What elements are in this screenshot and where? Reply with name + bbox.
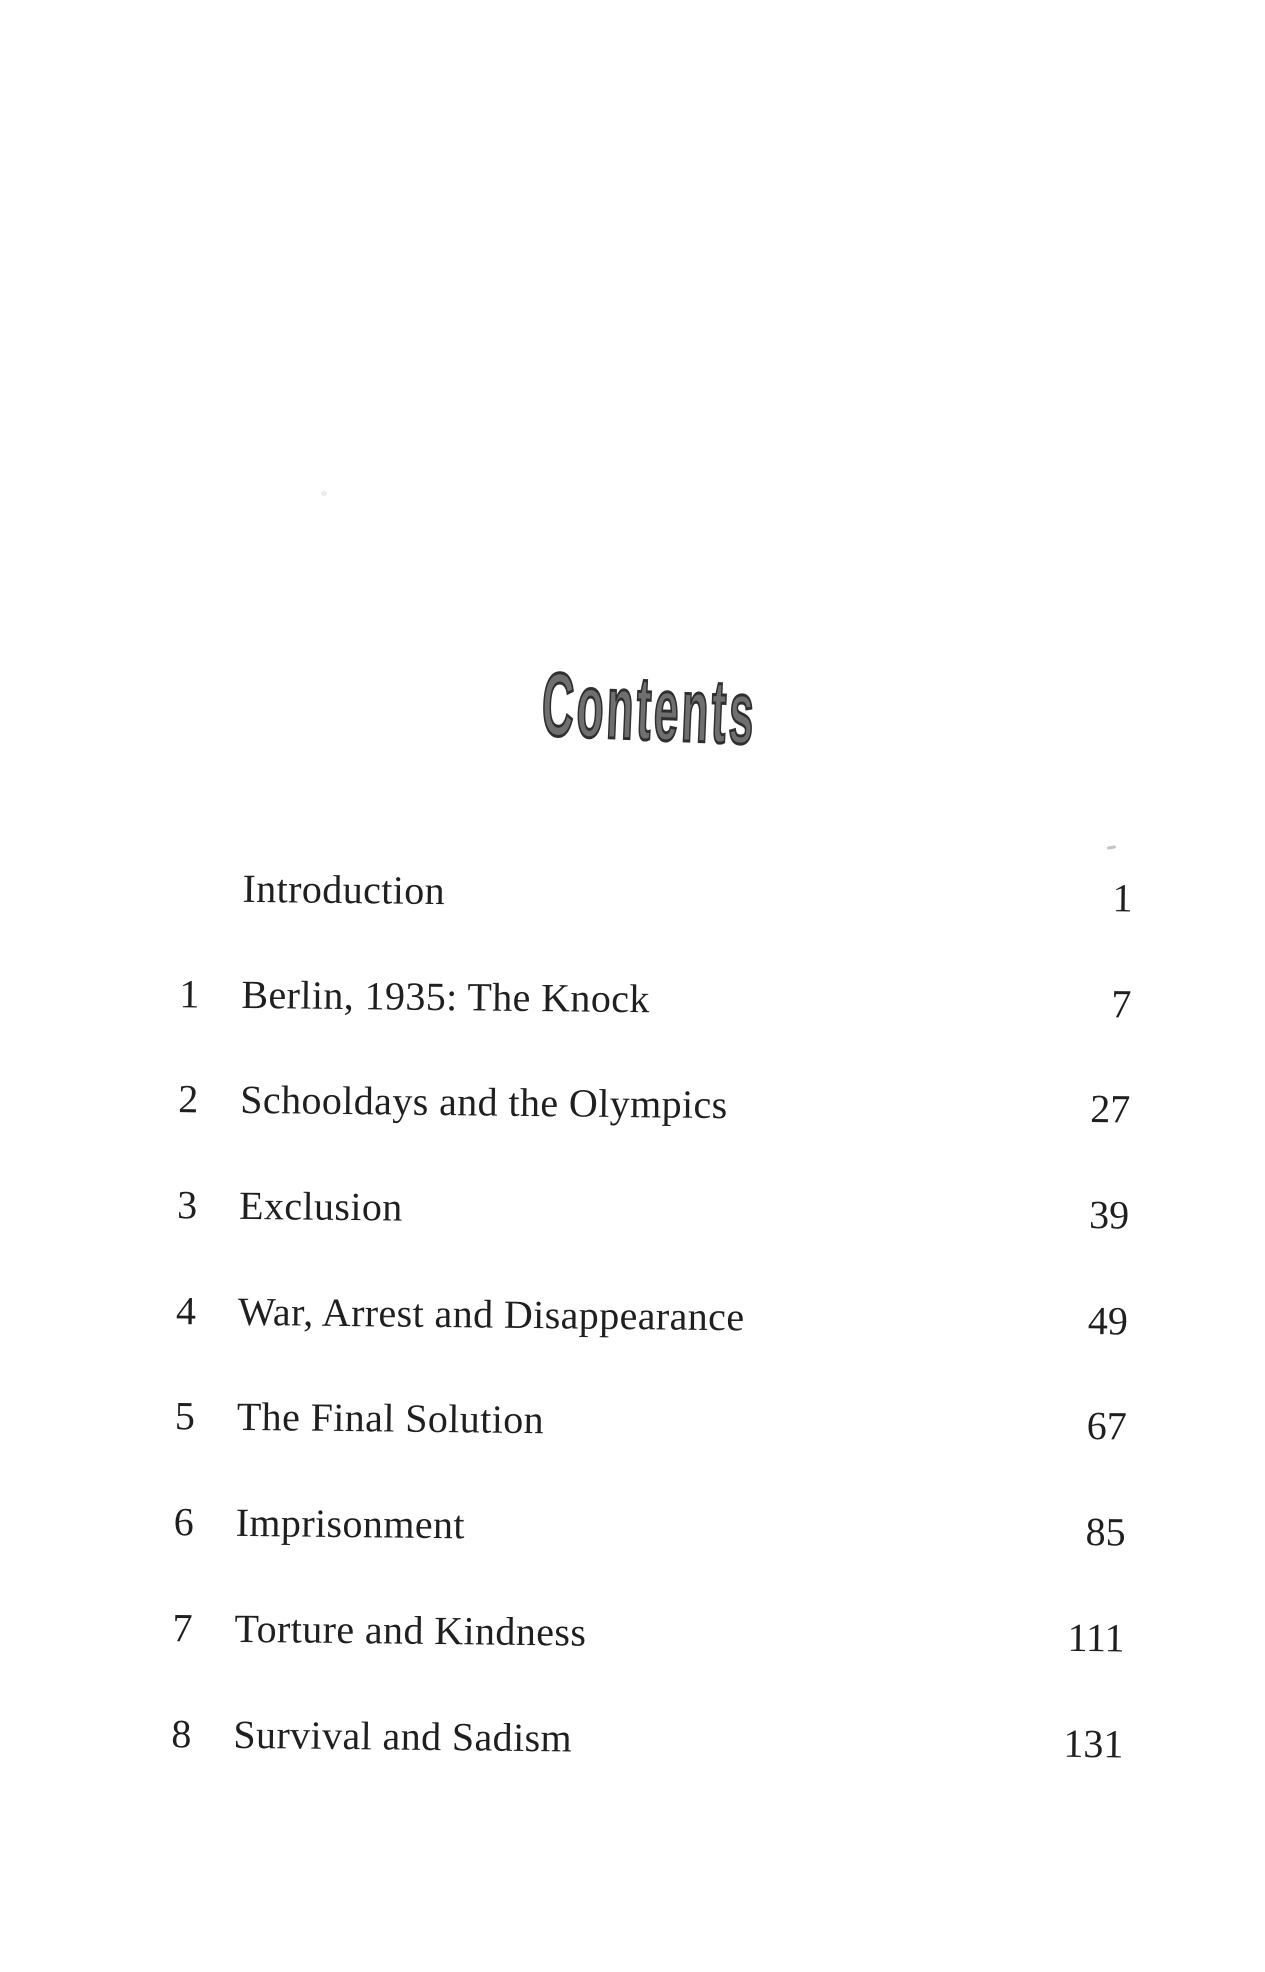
chapter-number: 5 [174, 1393, 196, 1439]
chapter-title: Survival and Sadism [233, 1711, 573, 1760]
page-title: Contents [540, 655, 759, 764]
toc-row [157, 1469, 1126, 1585]
chapter-number: 1 [179, 970, 200, 1017]
toc-row [162, 1046, 1131, 1162]
chapter-number: 3 [176, 1182, 198, 1228]
scan-speck [321, 491, 327, 496]
page-number: 85 [1085, 1509, 1126, 1555]
chapter-number: 6 [173, 1499, 194, 1545]
chapter-title: Introduction [242, 865, 446, 914]
chapter-number: 2 [178, 1076, 199, 1122]
page-number: 1 [1112, 875, 1133, 921]
chapter-title: Schooldays and the Olympics [240, 1077, 728, 1128]
page-number: 49 [1087, 1297, 1129, 1344]
toc-row [164, 835, 1133, 951]
toc-row [156, 1575, 1125, 1691]
toc-row [155, 1680, 1124, 1796]
chapter-number: 7 [172, 1604, 193, 1651]
chapter-title: Berlin, 1935: The Knock [241, 971, 651, 1021]
chapter-title: Imprisonment [235, 1499, 466, 1548]
toc-row [158, 1363, 1127, 1479]
page-number: 67 [1086, 1403, 1128, 1449]
chapter-title: Torture and Kindness [234, 1605, 587, 1655]
chapter-title: The Final Solution [236, 1394, 545, 1443]
toc-list [155, 835, 1133, 1797]
page-number: 131 [1063, 1720, 1124, 1766]
page-number: 27 [1089, 1086, 1131, 1132]
chapter-number: 4 [175, 1287, 197, 1334]
chapter-title: Exclusion [238, 1182, 403, 1230]
page-number: 39 [1088, 1192, 1130, 1238]
toc-row [163, 941, 1132, 1057]
chapter-title: War, Arrest and Disappearance [237, 1288, 745, 1340]
toc-row [159, 1258, 1128, 1374]
toc-row [161, 1152, 1130, 1268]
page-number: 111 [1067, 1614, 1125, 1661]
page-number: 7 [1111, 980, 1132, 1027]
chapter-number: 8 [171, 1710, 192, 1756]
